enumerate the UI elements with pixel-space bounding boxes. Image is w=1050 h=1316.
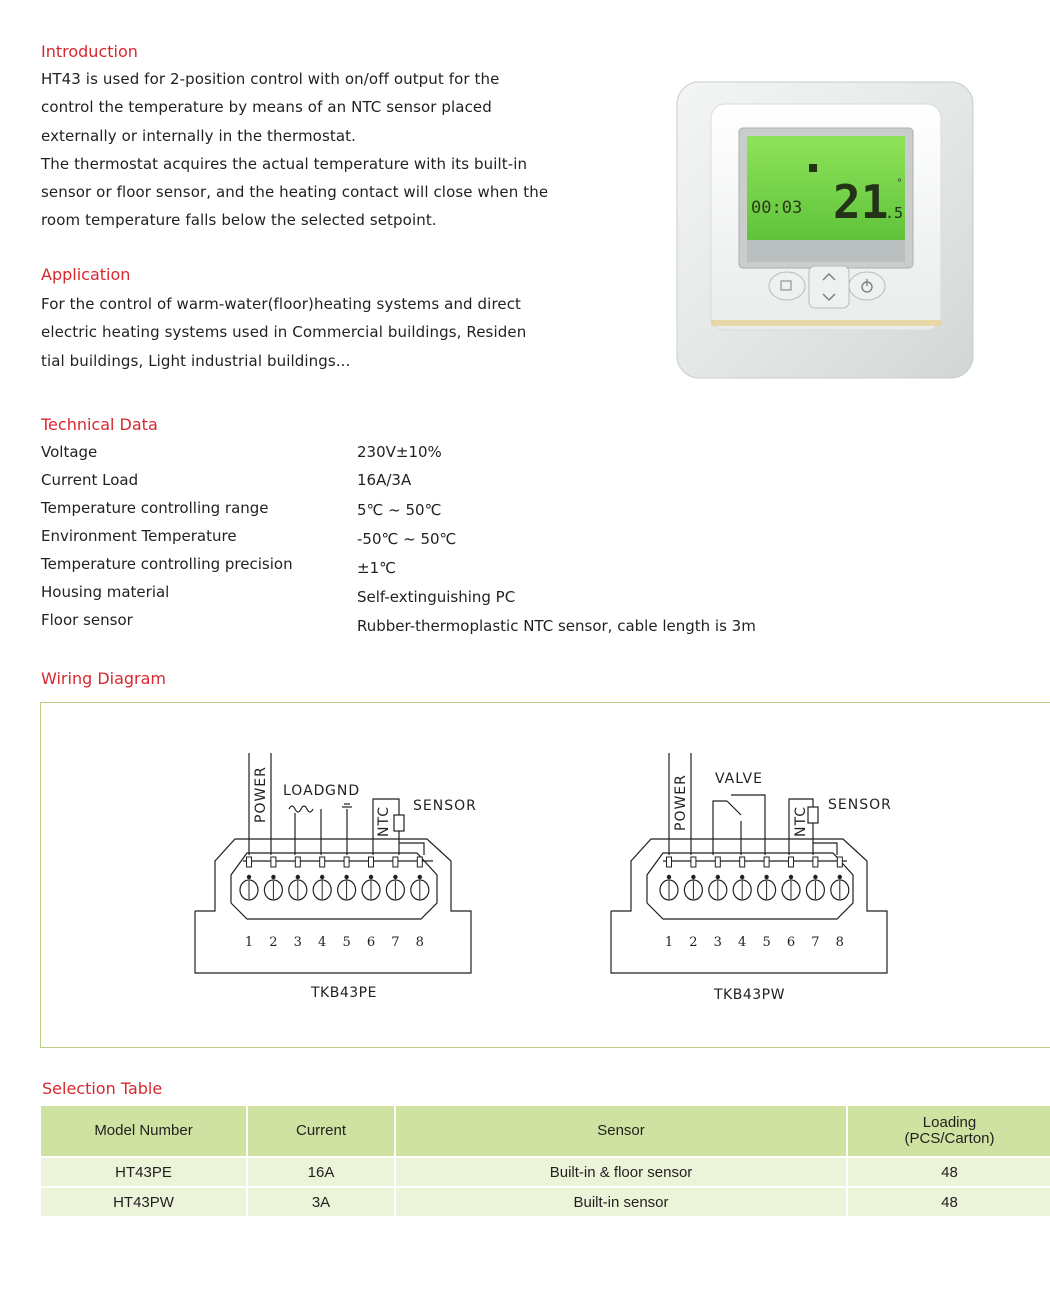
application-heading: Application xyxy=(41,265,131,284)
left-terminal-dot xyxy=(393,875,397,879)
right-terminal-pin xyxy=(837,857,842,867)
table-cell: 3A xyxy=(247,1187,395,1216)
left-terminal-number: 6 xyxy=(366,935,376,950)
right-terminal-dot xyxy=(691,875,695,879)
tech-row xyxy=(41,527,841,555)
column-header-loading-line1: Loading xyxy=(922,1114,977,1131)
tech-value: 16A/3A xyxy=(357,471,412,489)
column-header-loading-line2: (PCS/Carton) xyxy=(904,1130,995,1147)
right-terminal-number: 7 xyxy=(811,935,820,950)
left-terminal-dot xyxy=(271,875,275,879)
left-load-label: LOAD xyxy=(283,783,326,799)
table-cell: Built-in sensor xyxy=(395,1187,847,1216)
right-terminal-pin xyxy=(740,857,745,867)
column-header-current: Current xyxy=(247,1106,395,1157)
tech-value: Self-extinguishing PC xyxy=(357,588,516,606)
lcd-clock: 00:03 xyxy=(751,198,803,218)
left-terminal-number: 1 xyxy=(244,935,254,950)
tech-label: Temperature controlling range xyxy=(41,499,269,517)
tech-label: Housing material xyxy=(41,583,170,601)
flame-icon xyxy=(809,164,817,172)
tech-row xyxy=(41,499,841,527)
tech-row xyxy=(41,471,841,499)
right-terminal-number: 1 xyxy=(664,935,674,950)
table-row xyxy=(41,1187,1050,1216)
application-text xyxy=(41,290,561,375)
right-terminal-pin xyxy=(667,857,672,867)
tech-value: Rubber-thermoplastic NTC sensor, cable length is 3m xyxy=(357,617,756,635)
right-terminal-number: 2 xyxy=(689,935,698,950)
column-header-model: Model Number xyxy=(41,1106,247,1157)
table-cell: 48 xyxy=(847,1157,1050,1187)
left-terminal-number: 2 xyxy=(269,935,278,950)
introduction-line: sensor or floor sensor, and the heating contact will close when the xyxy=(41,183,549,202)
right-ntc-label: NTC xyxy=(793,806,809,837)
left-terminal-dot xyxy=(344,875,348,879)
left-power-label: POWER xyxy=(253,766,269,823)
table-cell: Built-in & floor sensor xyxy=(395,1157,847,1187)
right-terminal-pin xyxy=(813,857,818,867)
left-ntc-label: NTC xyxy=(376,806,392,837)
left-terminal-number: 8 xyxy=(415,935,424,950)
tech-label: Environment Temperature xyxy=(41,527,237,545)
left-terminal-pin xyxy=(393,857,398,867)
left-terminal-number: 7 xyxy=(391,935,400,950)
table-cell: HT43PE xyxy=(41,1157,247,1187)
left-terminal-dot xyxy=(247,875,251,879)
right-terminal-number: 8 xyxy=(835,935,844,950)
left-terminal-number: 5 xyxy=(342,935,351,950)
wiring-diagram-box xyxy=(40,702,1050,1048)
tech-row xyxy=(41,555,841,583)
left-terminal-pin xyxy=(369,857,374,867)
left-terminal-pin xyxy=(417,857,422,867)
tech-value: 5℃ ~ 50℃ xyxy=(357,501,442,519)
mode-button[interactable] xyxy=(769,272,805,300)
technical-heading: Technical Data xyxy=(41,415,158,434)
tech-row xyxy=(41,583,841,611)
tech-value: 230V±10% xyxy=(357,443,442,461)
table-header-row xyxy=(41,1106,1050,1157)
introduction-line: room temperature falls below the selected setpoint. xyxy=(41,211,437,230)
column-header-sensor: Sensor xyxy=(395,1106,847,1157)
tech-label: Voltage xyxy=(41,443,98,461)
introduction-heading: Introduction xyxy=(41,42,138,61)
left-terminal-pin xyxy=(344,857,349,867)
right-terminal-number: 3 xyxy=(713,935,722,950)
right-sensor-label: SENSOR xyxy=(828,797,892,813)
left-terminal-dot xyxy=(320,875,324,879)
right-terminal-pin xyxy=(715,857,720,867)
left-terminal-dot xyxy=(369,875,373,879)
table-cell: HT43PW xyxy=(41,1187,247,1216)
right-model-label: TKB43PW xyxy=(714,987,785,1003)
lcd-temperature-decimal: .5 xyxy=(885,204,904,222)
selection-heading: Selection Table xyxy=(42,1079,163,1098)
left-terminal-dot xyxy=(418,875,422,879)
wiring-heading: Wiring Diagram xyxy=(41,669,167,688)
tech-value: -50℃ ~ 50℃ xyxy=(357,530,457,548)
application-line: electric heating systems used in Commercial buildings, Residen xyxy=(41,323,527,342)
right-terminal-dot xyxy=(789,875,793,879)
tech-label: Current Load xyxy=(41,471,139,489)
introduction-text xyxy=(41,65,561,235)
left-terminal-number: 4 xyxy=(318,935,327,950)
application-line: For the control of warm-water(floor)heating systems and direct xyxy=(41,295,522,313)
left-terminal-pin xyxy=(320,857,325,867)
tech-value: ±1℃ xyxy=(357,559,396,577)
tech-row xyxy=(41,611,841,639)
left-terminal-number: 3 xyxy=(293,935,302,950)
right-terminal-dot xyxy=(813,875,817,879)
introduction-line: The thermostat acquires the actual temperature with its built-in xyxy=(41,154,528,173)
introduction-line: control the temperature by means of an NTC sensor placed xyxy=(41,98,492,117)
right-valve-label: VALVE xyxy=(715,771,763,787)
right-power-label: POWER xyxy=(673,774,689,831)
right-terminal-pin xyxy=(764,857,769,867)
thermostat-image xyxy=(663,68,993,384)
right-terminal-dot xyxy=(667,875,671,879)
terminal-blocks xyxy=(240,857,849,950)
table-cell: 48 xyxy=(847,1187,1050,1216)
column-header-loading xyxy=(847,1106,1050,1157)
tech-row xyxy=(41,443,841,471)
right-terminal-number: 4 xyxy=(738,935,747,950)
introduction-line: externally or internally in the thermostat. xyxy=(41,126,356,145)
left-terminal-dot xyxy=(296,875,300,879)
right-terminal-pin xyxy=(691,857,696,867)
left-sensor-label: SENSOR xyxy=(413,798,477,814)
lcd-temperature: 21 xyxy=(833,175,889,229)
left-gnd-label: GND xyxy=(325,783,361,799)
introduction-line: HT43 is used for 2-position control with on/off output for the xyxy=(41,70,500,88)
right-terminal-number: 5 xyxy=(762,935,771,950)
tech-label: Floor sensor xyxy=(41,611,133,629)
left-terminal-pin xyxy=(247,857,252,867)
right-terminal-dot xyxy=(716,875,720,879)
right-terminal-pin xyxy=(789,857,794,867)
right-terminal-dot xyxy=(838,875,842,879)
wiring-diagram xyxy=(41,703,1050,1049)
right-terminal-number: 6 xyxy=(786,935,796,950)
lcd-unit: ° xyxy=(897,178,902,189)
up-down-button[interactable] xyxy=(809,266,849,308)
selection-table xyxy=(41,1106,1050,1216)
left-terminal-pin xyxy=(271,857,276,867)
right-terminal-dot xyxy=(740,875,744,879)
right-terminal-dot xyxy=(764,875,768,879)
table-cell: 16A xyxy=(247,1157,395,1187)
table-row xyxy=(41,1157,1050,1187)
tech-label: Temperature controlling precision xyxy=(41,555,293,573)
left-model-label: TKB43PE xyxy=(311,985,377,1001)
application-line: tial buildings, Light industrial buildings... xyxy=(41,351,351,370)
left-terminal-pin xyxy=(295,857,300,867)
